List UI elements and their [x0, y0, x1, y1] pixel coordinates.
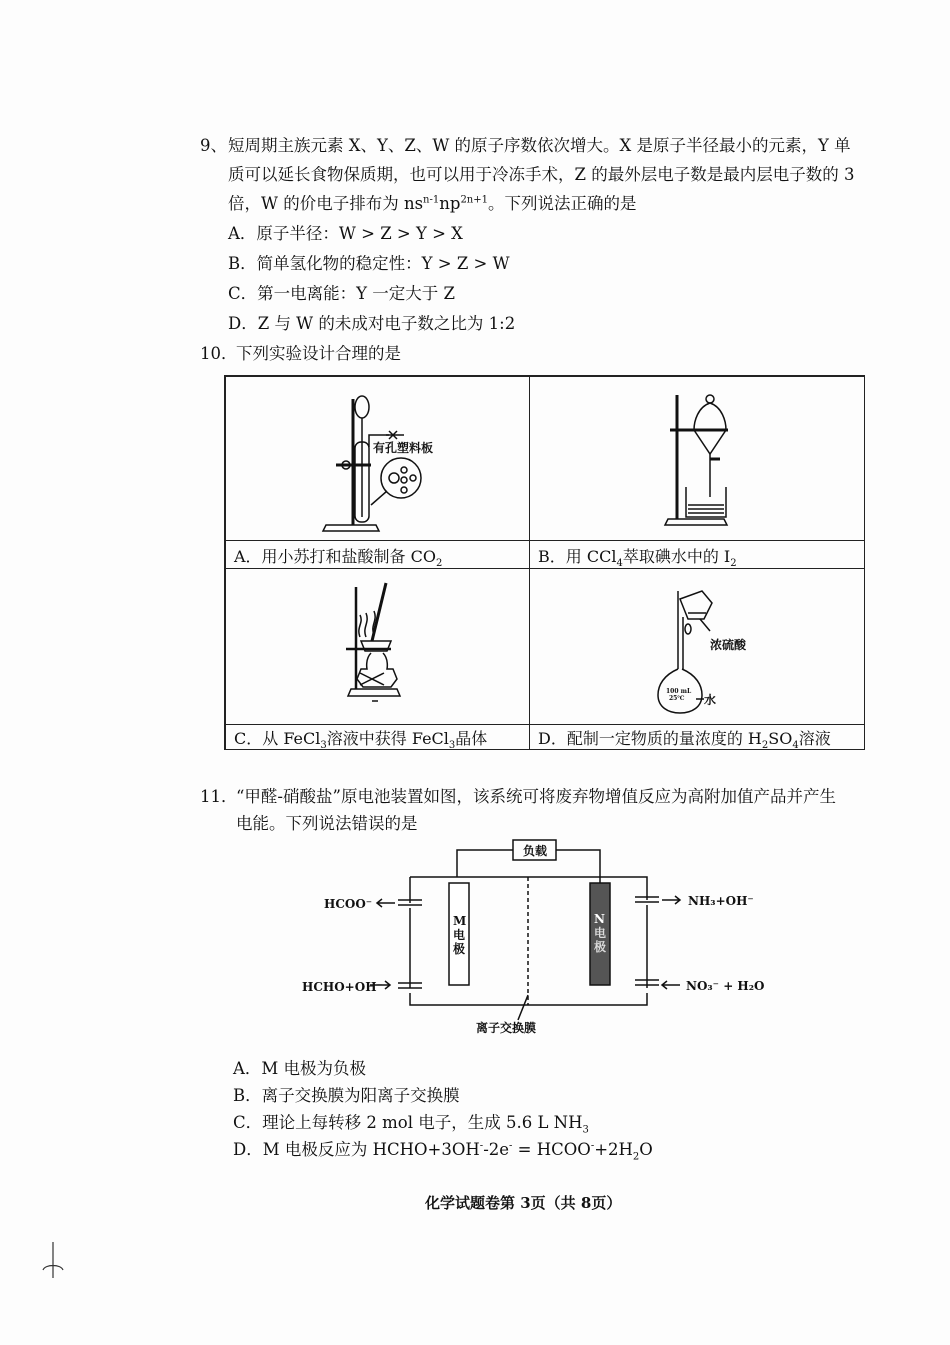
caption-sub: 4 — [616, 558, 623, 570]
q9-text: np — [439, 194, 461, 213]
formaldehyde-input-label: HCHO+OH⁻ — [302, 980, 383, 994]
q9-option-a: A．原子半径：W > Z > Y > X — [228, 224, 463, 243]
q11-option-c — [233, 1109, 589, 1135]
caption-text: D．配制一定物质的量浓度的 H — [538, 729, 762, 748]
water-label: 水 — [704, 693, 717, 707]
fuel-cell-diagram — [290, 835, 770, 1045]
option-text: -2e — [483, 1140, 510, 1159]
q11-stem-line2: 电能。下列说法错误的是 — [236, 814, 418, 833]
q10-number: 10． — [200, 344, 238, 363]
option-text: D．M 电极反应为 HCHO+3OH — [233, 1140, 480, 1159]
ion-exchange-membrane-label: 离子交换膜 — [476, 1021, 537, 1035]
caption-text: C．从 FeCl — [234, 729, 321, 748]
q11-number: 11． — [200, 787, 238, 806]
separatory-funnel-apparatus-icon — [530, 377, 866, 542]
option-sup: - — [590, 1140, 595, 1152]
q11-stem-line1: “甲醛-硝酸盐”原电池装置如图，该系统可将废弃物增值反应为高附加值产品并产生 — [236, 787, 836, 806]
caption-sub: 3 — [448, 740, 456, 752]
caption-sub: 3 — [320, 740, 327, 752]
q10-stem: 下列实验设计合理的是 — [236, 344, 401, 363]
apparatus-d-cell — [529, 568, 865, 725]
q9-option-d: D．Z 与 W 的未成对电子数之比为 1:2 — [228, 314, 516, 333]
option-sup: - — [479, 1140, 484, 1152]
kipp-generator-apparatus-icon — [226, 377, 531, 542]
formate-output-label: HCOO⁻ — [324, 897, 373, 911]
caption-sub: 4 — [792, 740, 799, 752]
q11-option-a: A．M 电极为负极 — [233, 1059, 367, 1078]
q9-sup: 2n+1 — [460, 194, 488, 206]
q9-stem-line3 — [228, 190, 636, 214]
q9-text: 倍，W 的价电子排布为 ns — [228, 194, 424, 213]
q9-sup: n-1 — [423, 194, 440, 206]
option-sup: - — [509, 1140, 513, 1152]
apparatus-b-cell — [529, 376, 865, 541]
flask-temperature-mark: 25℃ — [669, 695, 685, 702]
page-footer: 化学试题卷第 3页（共 8页） — [425, 1194, 622, 1212]
caption-sub: 2 — [436, 558, 443, 570]
caption-text: 晶体 — [455, 729, 488, 748]
option-b-caption — [529, 540, 865, 569]
q10-options-table — [224, 375, 865, 750]
m-electrode-label: 电 — [453, 928, 466, 942]
option-text: = HCOO — [512, 1140, 591, 1159]
caption-text: SO — [768, 729, 793, 748]
caption-text: B．用 CCl — [538, 547, 617, 566]
option-text: C．理论上每转移 2 mol 电子，生成 5.6 L NH — [233, 1113, 583, 1132]
nitrate-input-label: NO₃⁻ + H₂O — [686, 979, 765, 993]
perforated-plate-label: 有孔塑料板 — [373, 441, 434, 455]
caption-text: 溶液 — [798, 729, 831, 748]
option-sub: 2 — [632, 1151, 640, 1163]
option-c-caption — [225, 724, 530, 750]
q9-option-b: B．简单氢化物的稳定性：Y > Z > W — [228, 254, 510, 273]
volumetric-flask-apparatus-icon — [530, 569, 866, 726]
option-text: O — [639, 1140, 653, 1159]
n-electrode-label: N — [594, 912, 605, 926]
ammonia-output-label: NH₃+OH⁻ — [688, 894, 754, 908]
q9-option-c: C．第一电离能：Y 一定大于 Z — [228, 284, 455, 303]
apparatus-a-cell — [225, 376, 530, 541]
caption-sub: 2 — [730, 558, 737, 570]
n-electrode-label: 极 — [594, 940, 607, 954]
m-electrode-label: 极 — [453, 942, 466, 956]
q9-stem-line1: 短周期主族元素 X、Y、Z、W 的原子序数依次增大。X 是原子半径最小的元素，Y 单 — [228, 136, 851, 155]
option-d-caption — [529, 724, 865, 750]
q9-number: 9、 — [200, 136, 227, 155]
n-electrode-label: 电 — [594, 926, 607, 940]
apparatus-c-cell — [225, 568, 530, 725]
evaporation-apparatus-icon — [226, 569, 531, 726]
q11-option-d — [233, 1136, 653, 1162]
option-a-caption — [225, 540, 530, 569]
flask-volume-mark: 100 mL — [666, 688, 692, 695]
concentrated-sulfuric-acid-label: 浓硫酸 — [710, 638, 747, 652]
caption-text: A．用小苏打和盐酸制备 CO — [234, 547, 437, 566]
option-sub: 3 — [582, 1124, 589, 1136]
registration-mark-icon — [40, 1240, 70, 1280]
q9-text: 。下列说法正确的是 — [487, 194, 637, 213]
q9-stem-line2: 质可以延长食物保质期，也可以用于冷冻手术，Z 的最外层电子数是最内层电子数的 3 — [228, 165, 855, 184]
caption-sub: 2 — [761, 740, 769, 752]
option-text: +2H — [594, 1140, 633, 1159]
load-label: 负载 — [523, 844, 548, 858]
q11-option-b: B．离子交换膜为阳离子交换膜 — [233, 1086, 460, 1105]
caption-text: 溶液中获得 FeCl — [326, 729, 449, 748]
caption-text: 萃取碘水中的 I — [622, 547, 731, 566]
m-electrode-label: M — [453, 914, 467, 928]
